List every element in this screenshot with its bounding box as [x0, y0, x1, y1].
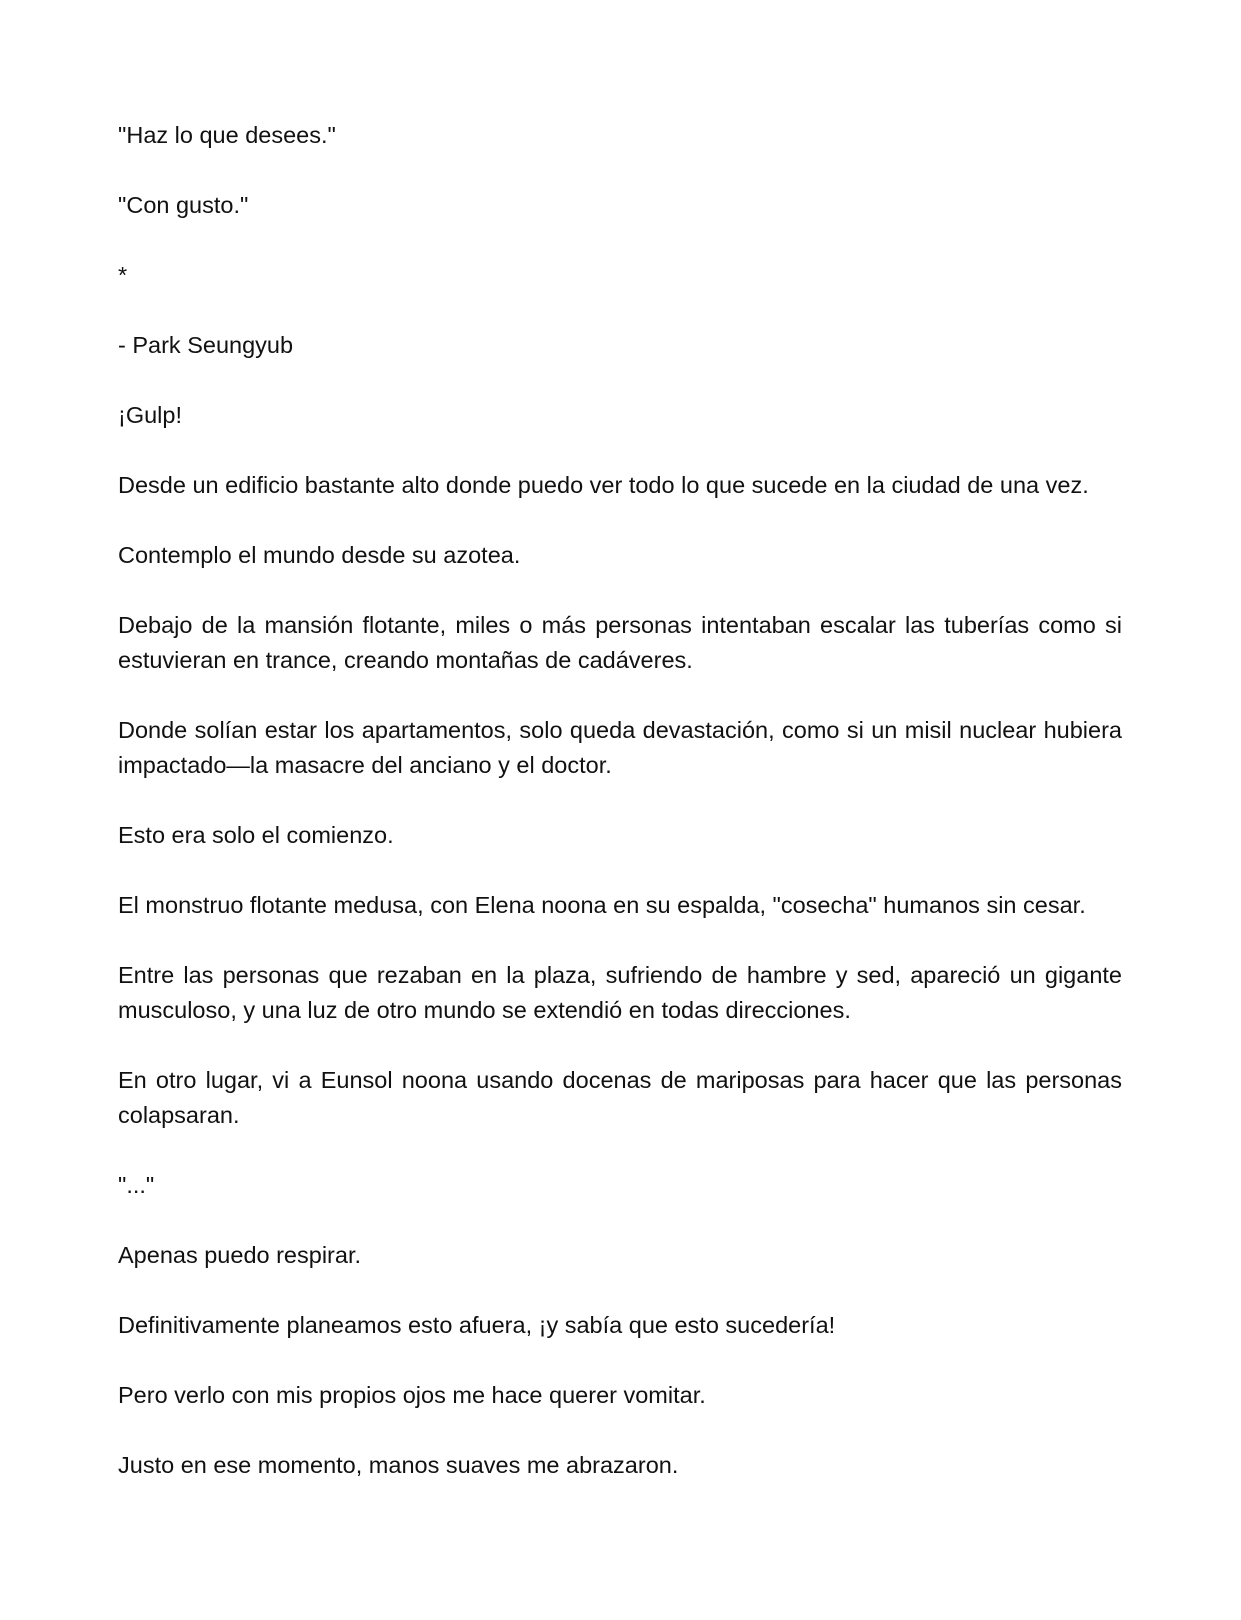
paragraph: Pero verlo con mis propios ojos me hace querer vomitar. — [118, 1382, 706, 1408]
paragraph: Esto era solo el comienzo. — [118, 822, 394, 848]
scene-break: * — [118, 262, 128, 288]
paragraph: ¡Gulp! — [118, 402, 182, 428]
paragraph: "Con gusto." — [118, 192, 249, 218]
paragraph: Apenas puedo respirar. — [118, 1242, 361, 1268]
paragraph: Contemplo el mundo desde su azotea. — [118, 542, 521, 568]
pov-heading: - Park Seungyub — [118, 332, 294, 358]
paragraph: Desde un edificio bastante alto donde puedo ver todo lo que sucede en la ciudad de una vez. — [118, 472, 1089, 498]
paragraph: "..." — [118, 1172, 155, 1198]
paragraph: "Haz lo que desees." — [118, 122, 336, 148]
paragraph: Entre las personas que rezaban en la plaza, sufriendo de hambre y sed, apareció un gigante musculoso, y una luz de otro mundo se extendió en todas direcciones. — [118, 962, 1122, 1023]
paragraph: Justo en ese momento, manos suaves me abrazaron. — [118, 1452, 679, 1478]
paragraph: Definitivamente planeamos esto afuera, ¡y sabía que esto sucedería! — [118, 1312, 836, 1338]
paragraph: En otro lugar, vi a Eunsol noona usando docenas de mariposas para hacer que las personas colapsaran. — [118, 1067, 1122, 1128]
paragraph: Donde solían estar los apartamentos, solo queda devastación, como si un misil nuclear hubiera impactado—la masacre del anciano y el doctor. — [118, 717, 1122, 778]
document-body — [118, 118, 1122, 1518]
paragraph: El monstruo flotante medusa, con Elena noona en su espalda, "cosecha" humanos sin cesar. — [118, 892, 1086, 918]
paragraph: Debajo de la mansión flotante, miles o más personas intentaban escalar las tuberías como si estuvieran en trance, creando montañas de cadáveres. — [118, 612, 1122, 673]
